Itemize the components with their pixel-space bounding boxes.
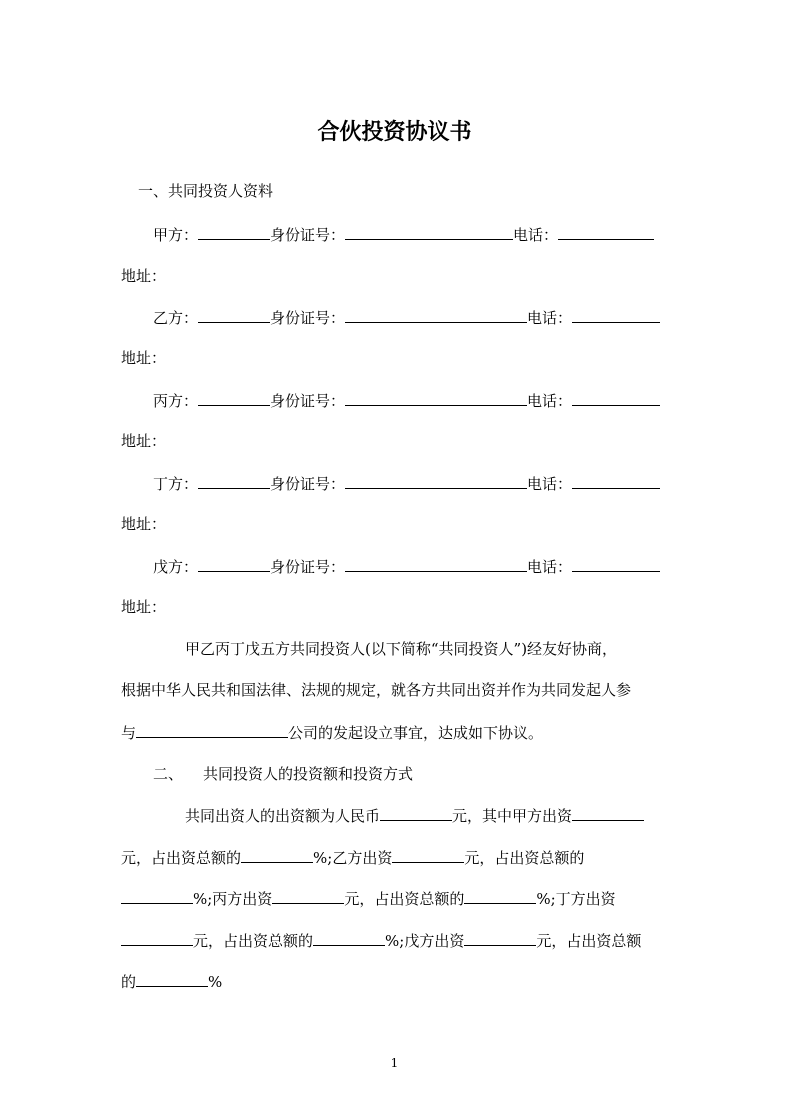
intro-line-1: 甲乙丙丁戊五方共同投资人(以下简称“共同投资人”)经友好协商， xyxy=(185,640,618,658)
text: %;戊方出资 xyxy=(385,932,465,950)
id-label: 身份证号： xyxy=(270,558,346,576)
bing-percent-blank[interactable] xyxy=(464,888,536,904)
text: 元，其中甲方出资 xyxy=(452,807,573,825)
document-title: 合伙投资协议书 xyxy=(317,120,472,145)
text: %;丁方出资 xyxy=(536,890,616,908)
text: 元，占出资总额的 xyxy=(464,849,585,867)
party-row-bing xyxy=(153,390,660,411)
phone-blank[interactable] xyxy=(572,307,660,323)
address-label: 地址： xyxy=(121,598,167,616)
party-name: 丁方： xyxy=(153,475,199,493)
text: 元，占出资总额的 xyxy=(344,890,465,908)
id-label: 身份证号： xyxy=(270,475,346,493)
wu-amount-blank[interactable] xyxy=(464,930,536,946)
name-blank[interactable] xyxy=(198,224,270,240)
investment-line-3 xyxy=(121,888,616,909)
party-name: 乙方： xyxy=(153,309,199,327)
id-blank[interactable] xyxy=(345,390,527,406)
text: 元，占出资总额的 xyxy=(193,932,314,950)
jia-percent-blank[interactable] xyxy=(241,847,313,863)
text: 共同出资人的出资额为人民币 xyxy=(185,807,381,825)
name-blank[interactable] xyxy=(198,473,270,489)
id-label: 身份证号： xyxy=(270,392,346,410)
phone-blank[interactable] xyxy=(572,390,660,406)
yi-amount-blank[interactable] xyxy=(392,847,464,863)
phone-label: 电话： xyxy=(527,309,573,327)
intro-line-2: 根据中华人民共和国法律、法规的规定，就各方共同出资并作为共同发起人参 xyxy=(121,681,632,699)
text: 的 xyxy=(121,973,137,991)
id-label: 身份证号： xyxy=(270,226,346,244)
address-label: 地址： xyxy=(121,349,167,367)
phone-label: 电话： xyxy=(527,558,573,576)
intro-line-3 xyxy=(121,722,543,743)
text: 元，占出资总额的 xyxy=(121,849,242,867)
id-blank[interactable] xyxy=(345,473,527,489)
section-heading-2 xyxy=(153,764,413,784)
investment-line-2 xyxy=(121,847,584,868)
wu-percent-blank[interactable] xyxy=(136,971,208,987)
company-name-blank[interactable] xyxy=(136,722,288,738)
address-label: 地址： xyxy=(121,515,167,533)
text: % xyxy=(208,973,223,991)
name-blank[interactable] xyxy=(198,390,270,406)
address-label: 地址： xyxy=(121,432,167,450)
page-number: 1 xyxy=(390,1056,399,1070)
id-blank[interactable] xyxy=(345,307,527,323)
ding-amount-blank[interactable] xyxy=(121,930,193,946)
id-blank[interactable] xyxy=(345,556,527,572)
section-number: 二、 xyxy=(153,765,184,783)
investment-line-1 xyxy=(185,805,644,826)
text: %;乙方出资 xyxy=(313,849,393,867)
id-blank[interactable] xyxy=(345,224,513,240)
party-row-yi xyxy=(153,307,660,328)
party-name: 丙方： xyxy=(153,392,199,410)
party-row-jia xyxy=(153,224,654,245)
text: %;丙方出资 xyxy=(193,890,273,908)
investment-line-5 xyxy=(121,971,222,992)
investment-line-4 xyxy=(121,930,641,951)
section-heading-1: 一、共同投资人资料 xyxy=(138,182,274,200)
name-blank[interactable] xyxy=(198,556,270,572)
intro-text: 与 xyxy=(121,724,137,742)
party-row-wu xyxy=(153,556,660,577)
party-name: 戊方： xyxy=(153,558,199,576)
phone-label: 电话： xyxy=(527,392,573,410)
name-blank[interactable] xyxy=(198,307,270,323)
phone-label: 电话： xyxy=(513,226,559,244)
ding-percent-blank[interactable] xyxy=(313,930,385,946)
party-name: 甲方： xyxy=(153,226,199,244)
section-title: 共同投资人的投资额和投资方式 xyxy=(203,765,414,783)
text: 元，占出资总额 xyxy=(536,932,642,950)
bing-amount-blank[interactable] xyxy=(272,888,344,904)
phone-blank[interactable] xyxy=(558,224,654,240)
jia-amount-blank[interactable] xyxy=(572,805,644,821)
phone-label: 电话： xyxy=(527,475,573,493)
total-amount-blank[interactable] xyxy=(380,805,452,821)
phone-blank[interactable] xyxy=(572,556,660,572)
phone-blank[interactable] xyxy=(572,473,660,489)
address-label: 地址： xyxy=(121,267,167,285)
id-label: 身份证号： xyxy=(270,309,346,327)
yi-percent-blank[interactable] xyxy=(121,888,193,904)
intro-text: 公司的发起设立事宜，达成如下协议。 xyxy=(288,724,544,742)
party-row-ding xyxy=(153,473,660,494)
